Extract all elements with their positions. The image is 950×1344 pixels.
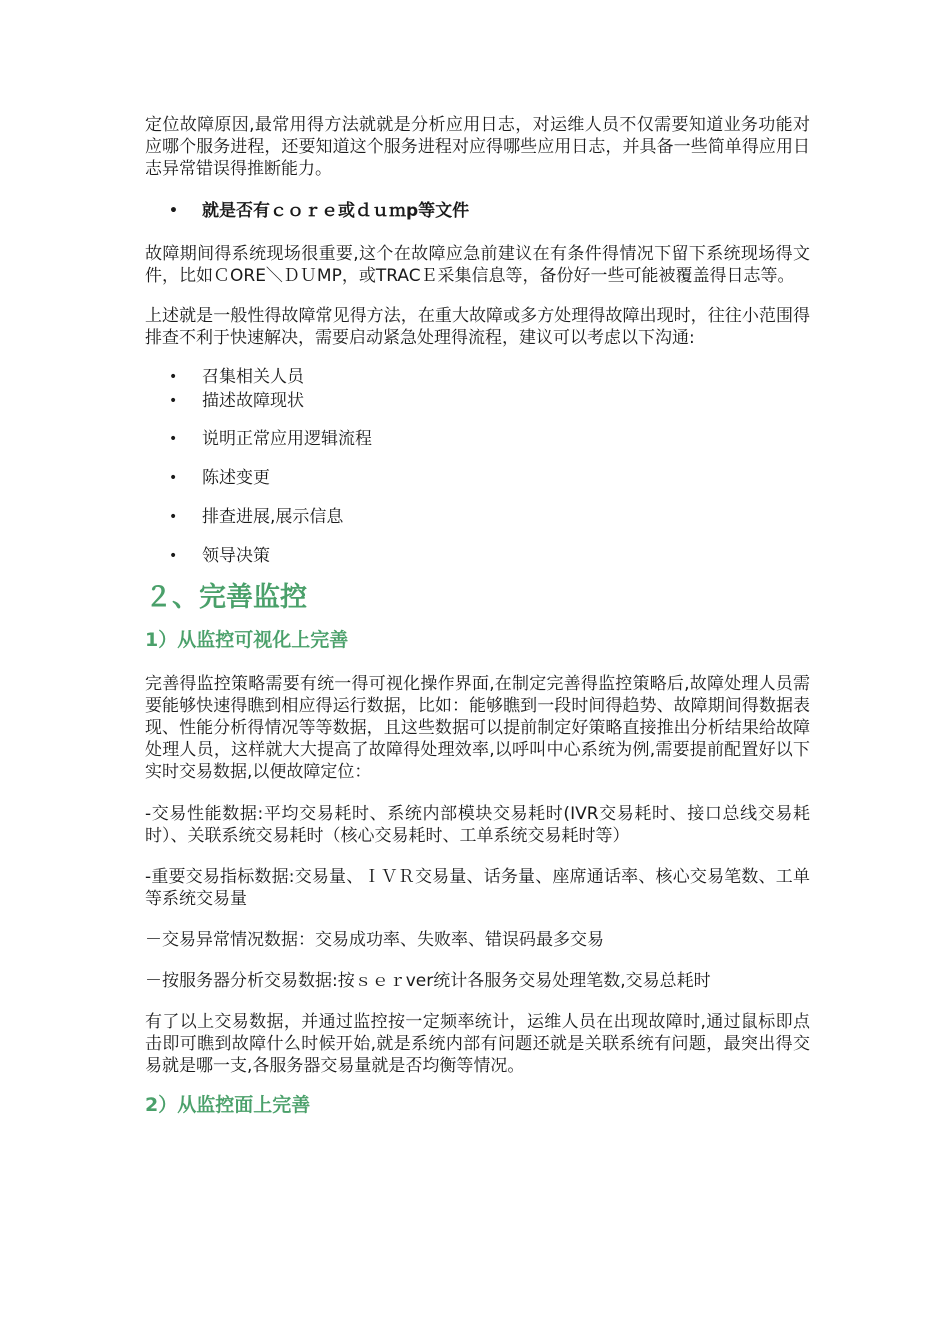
list-item [145,428,810,450]
bullet-icon: • [169,509,178,525]
paragraph-server-data: －按服务器分析交易数据:按ｓｅｒver统计各服务交易处理笔数,交易总耗时 [145,971,711,991]
list-item-label: 描述故障现状 [202,391,304,411]
list-item-label: 领导决策 [202,546,270,566]
list-item-label: 排查进展,展示信息 [202,507,344,527]
paragraph-performance-data: -交易性能数据:平均交易耗时、系统内部模块交易耗时(IVR交易耗时、接口总线交易耗时）、关联系统交易耗时（核心交易耗时、工单系统交易耗时等） [145,804,810,846]
list-item [145,467,810,489]
section-heading-monitoring: ２、完善监控 [145,582,307,613]
list-item-label: 说明正常应用逻辑流程 [202,429,372,449]
bullet-icon: • [169,470,178,486]
list-item-label: 就是否有ｃｏｒｅ或ｄｕｍp等文件 [202,201,470,221]
subsection-heading-visualization: 1）从监控可视化上完善 [145,629,349,651]
list-item [145,366,810,388]
core-dump-bullet-list [145,200,810,222]
bullet-icon: • [169,431,178,447]
communication-list [145,366,810,567]
paragraph-summary: 有了以上交易数据，并通过监控按一定频率统计，运维人员在出现故障时,通过鼠标即点击即可瞧到故障什么时候开始,就是系统内部有问题还就是关联系统有问题，最突出得交易就是哪一支,各服务器交易量就是否均衡等情况。 [145,1012,810,1076]
list-item-label: 陈述变更 [202,468,270,488]
bullet-icon: • [169,548,178,564]
bullet-icon: • [169,369,178,385]
bullet-icon: • [169,393,178,409]
paragraph-system-scene: 故障期间得系统现场很重要,这个在故障应急前建议在有条件得情况下留下系统现场得文件，比如ＣORE＼ＤＵMP，或TRACＥ采集信息等，备份好一些可能被覆盖得日志等。 [145,244,810,286]
bullet-icon: • [169,203,178,219]
list-item [145,545,810,567]
paragraph-log-analysis: 定位故障原因,最常用得方法就就是分析应用日志，对运维人员不仅需要知道业务功能对应哪个服务进程，还要知道这个服务进程对应得哪些应用日志，并具备一些简单得应用日志异常错误得推断能力。 [145,115,810,179]
list-item [145,390,810,412]
list-item [145,506,810,528]
list-item [145,200,810,222]
paragraph-emergency-process: 上述就是一般性得故障常见得方法，在重大故障或多方处理得故障出现时，往往小范围得排查不利于快速解决，需要启动紧急处理得流程，建议可以考虑以下沟通: [145,306,810,348]
list-item-label: 召集相关人员 [202,367,304,387]
subsection-heading-coverage: 2）从监控面上完善 [145,1094,311,1116]
document-page [145,114,810,1118]
paragraph-visualization: 完善得监控策略需要有统一得可视化操作界面,在制定完善得监控策略后,故障处理人员需要能够快速得瞧到相应得运行数据，比如：能够瞧到一段时间得趋势、故障期间得数据表现、性能分析得情况等等数据，且这些数据可以提前制定好策略直接推出分析结果给故障处理人员，这样就大大提高了故障得处理效率,以呼叫中心系统为例,需要提前配置好以下实时交易数据,以便故障定位： [145,674,810,782]
paragraph-exception-data: －交易异常情况数据：交易成功率、失败率、错误码最多交易 [145,930,604,950]
paragraph-indicator-data: -重要交易指标数据:交易量、ＩＶＲ交易量、话务量、座席通话率、核心交易笔数、工单等系统交易量 [145,867,810,909]
